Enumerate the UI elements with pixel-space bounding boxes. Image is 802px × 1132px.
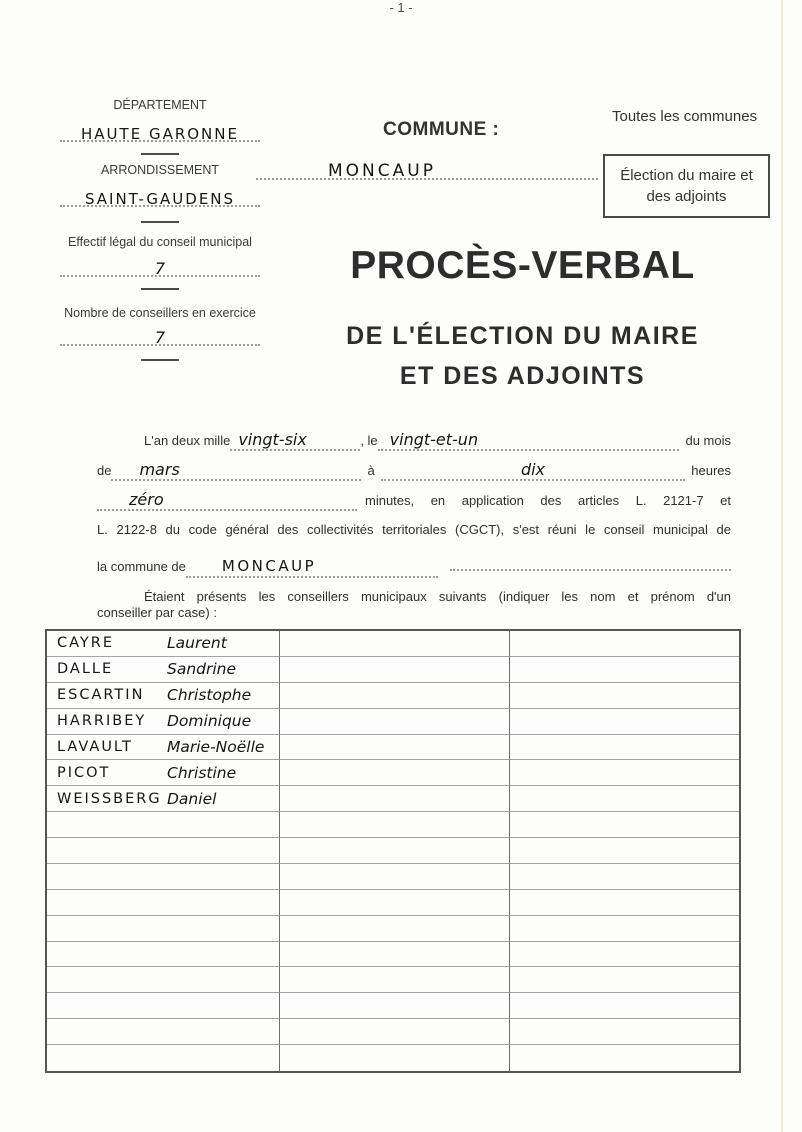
table-cell	[510, 967, 739, 993]
table-cell	[47, 942, 280, 968]
minutes-blank	[97, 492, 357, 511]
table-cell	[280, 864, 510, 890]
departement-label: DÉPARTEMENT	[113, 98, 207, 112]
opening-line3-text: minutes, en application des articles L. 2121-7 et	[365, 493, 731, 508]
table-cell	[280, 838, 510, 864]
councillor-cell	[47, 683, 280, 709]
table-cell	[47, 967, 280, 993]
opening-paragraph	[97, 427, 731, 577]
table-cell	[280, 657, 510, 683]
opening-line5	[97, 547, 731, 577]
departement-handwritten-value: HAUTE GARONNE	[81, 125, 239, 143]
councillor-first-name: Sandrine	[167, 660, 237, 679]
separator-line	[141, 359, 179, 361]
opening-line1-text-c: du mois	[685, 433, 731, 448]
effectif-legal-label: Effectif légal du conseil municipal	[68, 235, 252, 249]
table-cell	[280, 683, 510, 709]
table-cell	[280, 890, 510, 916]
table-cell	[510, 1019, 739, 1045]
separator-line	[141, 288, 179, 290]
table-cell	[280, 942, 510, 968]
title-sub2: ET DES ADJOINTS	[399, 362, 646, 390]
year-handwritten-value: vingt-six	[238, 430, 307, 449]
table-cell	[280, 760, 510, 786]
table-cell	[510, 993, 739, 1019]
councillor-first-name: Laurent	[167, 634, 227, 653]
arrondissement-label: ARRONDISSEMENT	[100, 163, 220, 177]
table-cell	[510, 916, 739, 942]
title-sub1: DE L'ÉLECTION DU MAIRE	[346, 322, 699, 350]
table-cell	[510, 786, 739, 812]
election-box-line2: des adjoints	[646, 188, 727, 205]
councillor-first-name: Daniel	[167, 789, 217, 808]
opening-line5-text: la commune de	[97, 559, 186, 574]
table-cell	[510, 735, 739, 761]
table-cell	[280, 1019, 510, 1045]
opening-line2	[97, 457, 731, 487]
minutes-handwritten-value: zéro	[129, 490, 164, 509]
councillor-last-name: PICOT	[57, 764, 111, 781]
councillor-cell	[47, 735, 280, 761]
councillor-cell	[47, 657, 280, 683]
table-cell	[510, 709, 739, 735]
presents-intro-line1: Étaient présents les conseillers municipaux suivants (indiquer les nom et prénom d'un	[144, 589, 731, 604]
table-cell	[47, 993, 280, 1019]
councillor-last-name: ESCARTIN	[57, 687, 145, 704]
table-cell	[280, 993, 510, 1019]
commune-label: COMMUNE :	[383, 119, 500, 140]
page-number: - 1 -	[389, 0, 413, 15]
election-box-line1: Élection du maire et	[620, 167, 753, 184]
councillor-cell	[47, 631, 280, 657]
conseillers-exercice-label: Nombre de conseillers en exercice	[64, 306, 256, 320]
table-cell	[47, 838, 280, 864]
title-main: PROCÈS-VERBAL	[350, 244, 695, 287]
year-blank	[230, 432, 360, 451]
table-cell	[280, 631, 510, 657]
presents-intro	[97, 589, 731, 621]
table-cell	[280, 916, 510, 942]
councillor-last-name: DALLE	[57, 661, 114, 678]
opening-line3	[97, 487, 731, 517]
table-cell	[280, 709, 510, 735]
table-cell	[47, 890, 280, 916]
day-handwritten-value: vingt-et-un	[389, 430, 479, 449]
table-cell	[280, 735, 510, 761]
departement-entry	[60, 112, 260, 142]
table-cell	[47, 1045, 280, 1071]
effectif-legal-handwritten-value: 7	[154, 259, 166, 278]
hour-blank	[381, 462, 686, 481]
election-type-box	[603, 154, 770, 218]
councillor-first-name: Dominique	[167, 712, 252, 731]
opening-line2-text-b: à	[367, 463, 375, 478]
councillor-cell	[47, 760, 280, 786]
table-cell	[47, 1019, 280, 1045]
councillor-first-name: Christine	[167, 763, 237, 782]
separator-line	[141, 153, 179, 155]
opening-line2-text-c: heures	[691, 463, 731, 478]
conseillers-exercice-handwritten-value: 7	[154, 328, 166, 347]
commune-name-handwritten-value: MONCAUP	[221, 557, 317, 575]
presents-intro-line2: conseiller par case) :	[97, 605, 217, 620]
empty-dotted-blank	[450, 552, 731, 571]
table-cell	[510, 812, 739, 838]
table-cell	[510, 942, 739, 968]
left-admin-panel	[60, 98, 260, 369]
commune-name-blank	[186, 559, 438, 578]
table-cell	[510, 760, 739, 786]
separator-line	[141, 221, 179, 223]
all-communes-note: Toutes les communes	[612, 108, 758, 125]
councillor-last-name: CAYRE	[57, 635, 115, 652]
councillor-first-name: Marie-Noëlle	[167, 737, 265, 756]
month-handwritten-value: mars	[139, 460, 180, 479]
table-cell	[510, 890, 739, 916]
councillor-cell	[47, 786, 280, 812]
month-blank	[111, 462, 361, 481]
commune-handwritten-value: MONCAUP	[328, 161, 436, 181]
opening-line1	[97, 427, 731, 457]
opening-line4: L. 2122-8 du code général des collectivités territoriales (CGCT), s'est réuni le conseil municipal de	[97, 522, 731, 537]
councillor-last-name: LAVAULT	[57, 738, 133, 755]
table-cell	[47, 864, 280, 890]
commune-entry	[256, 150, 598, 180]
arrondissement-handwritten-value: SAINT-GAUDENS	[84, 190, 236, 208]
opening-line2-text-a: de	[97, 463, 112, 478]
opening-line1-text-a: L'an deux mille	[144, 433, 231, 448]
conseillers-exercice-entry	[60, 320, 260, 346]
table-cell	[280, 812, 510, 838]
table-cell	[510, 683, 739, 709]
table-cell	[47, 812, 280, 838]
councillor-last-name: HARRIBEY	[57, 713, 147, 730]
councillor-cell	[47, 709, 280, 735]
table-cell	[510, 657, 739, 683]
scan-edge-artifact	[781, 0, 783, 1132]
effectif-legal-entry	[60, 249, 260, 277]
table-cell	[280, 1045, 510, 1071]
councillors-table	[45, 629, 741, 1073]
councillor-last-name: WEISSBERG	[57, 790, 162, 807]
table-cell	[280, 967, 510, 993]
opening-line1-text-b: , le	[360, 433, 378, 448]
table-cell	[510, 631, 739, 657]
table-cell	[280, 786, 510, 812]
table-cell	[47, 916, 280, 942]
day-blank	[378, 432, 680, 451]
arrondissement-entry	[60, 177, 260, 207]
hour-handwritten-value: dix	[520, 460, 546, 479]
councillor-first-name: Christophe	[167, 686, 252, 705]
table-cell	[510, 1045, 739, 1071]
table-cell	[510, 838, 739, 864]
table-cell	[510, 864, 739, 890]
